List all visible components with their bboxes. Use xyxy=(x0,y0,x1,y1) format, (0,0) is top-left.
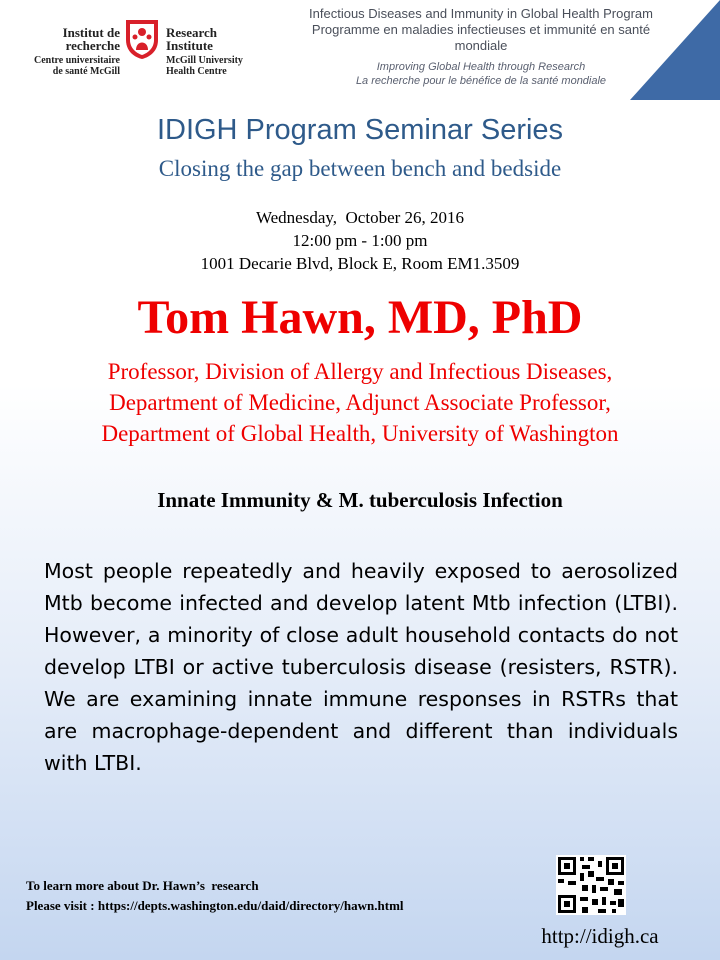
footer-note xyxy=(26,876,546,916)
corner-triangle-decoration xyxy=(630,0,720,100)
talk-title: Innate Immunity & M. tuberculosis Infection xyxy=(157,488,563,512)
logo-french-line4: de santé McGill xyxy=(52,66,120,77)
event-location: 1001 Decarie Blvd, Block E, Room EM1.3509 xyxy=(200,254,520,273)
logo-english-line1: Research xyxy=(166,25,218,40)
institute-logo-french xyxy=(30,26,120,77)
program-tagline-english: Improving Global Health through Research xyxy=(376,61,586,73)
event-date: Wednesday, October 26, 2016 xyxy=(255,208,465,227)
speaker-affiliation xyxy=(0,356,720,449)
affiliation-line-3: Department of Global Health, University of Washington xyxy=(101,421,619,446)
shield-crest-icon xyxy=(124,18,160,60)
idigh-website-link[interactable]: http://idigh.ca xyxy=(541,924,659,948)
program-tagline-french: La recherche pour le bénéfice de la santé mondiale xyxy=(355,75,607,87)
series-subtitle: Closing the gap between bench and bedside xyxy=(158,156,562,181)
program-name-block xyxy=(296,6,666,88)
event-time: 12:00 pm - 1:00 pm xyxy=(292,231,428,250)
research-link[interactable]: Please visit : https://depts.washington.edu/daid/directory/hawn.html xyxy=(26,898,404,913)
series-title: IDIGH Program Seminar Series xyxy=(156,114,564,146)
event-details xyxy=(0,206,720,275)
speaker-name: Tom Hawn, MD, PhD xyxy=(137,291,583,344)
institute-logo-english xyxy=(166,26,276,77)
logo-french-line2: recherche xyxy=(65,38,120,53)
logo-english-line4: Health Centre xyxy=(166,66,227,77)
affiliation-line-2: Department of Medicine, Adjunct Associate Professor, xyxy=(109,390,611,415)
header xyxy=(0,0,720,100)
logo-english-line3: McGill University xyxy=(166,55,243,66)
logo-french-line1: Institut de xyxy=(62,25,120,40)
logo-english-line2: Institute xyxy=(166,38,213,53)
program-name-english: Infectious Diseases and Immunity in Global Health Program xyxy=(309,6,653,21)
affiliation-line-1: Professor, Division of Allergy and Infectious Diseases, xyxy=(107,359,613,384)
logo-french-line3: Centre universitaire xyxy=(33,55,120,66)
learn-more-text: To learn more about Dr. Hawn’s research xyxy=(26,878,259,893)
talk-abstract: Most people repeatedly and heavily exposed to aerosolized Mtb become infected and develop latent Mtb infection (LTBI). However, a minority of close adult household contacts do not develop LTBI or active tuberculosis disease (resisters, RSTR). We are examining innate immune responses in RSTRs that are macrophage-dependent and different than individuals with LTBI. xyxy=(44,559,692,775)
program-name-french: Programme en maladies infectieuses et immunité en santé mondiale xyxy=(311,22,651,53)
qr-code-icon xyxy=(556,855,626,915)
